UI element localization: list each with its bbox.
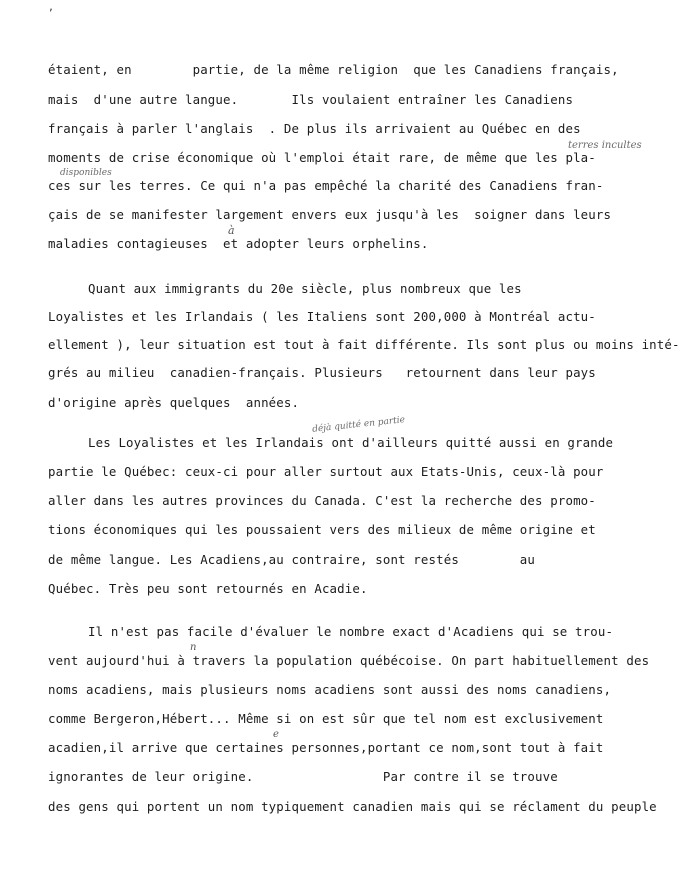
handwritten-note-left: disponibles <box>60 168 112 178</box>
handwritten-note-margin: terres incultes <box>568 140 642 151</box>
text-line: ces sur les terres. Ce qui n'a pas empêché la charité des Canadiens fran- <box>48 178 604 193</box>
text-line: moments de crise économique où l'emploi était rare, de même que les pla- <box>48 150 596 165</box>
text-line: Loyalistes et les Irlandais ( les Italiens sont 200,000 à Montréal actu- <box>48 309 596 324</box>
text-line: acadien,il arrive que certaines personnes,portant ce nom,sont tout à fait <box>48 740 604 755</box>
text-line: noms acadiens, mais plusieurs noms acadiens sont aussi des noms canadiens, <box>48 682 612 697</box>
text-line: mais d'une autre langue. Ils voulaient entraîner les Canadiens <box>48 92 574 107</box>
text-line: comme Bergeron,Hébert... Même si on est sûr que tel nom est exclusivement <box>48 711 604 726</box>
handwritten-insert-a: à <box>228 224 235 237</box>
text-line: Quant aux immigrants du 20e siècle, plus nombreux que les <box>88 281 522 296</box>
text-line: tions économiques qui les poussaient vers des milieux de même origine et <box>48 522 596 537</box>
text-line: ignorantes de leur origine. Par contre il se trouve <box>48 769 558 784</box>
text-line: maladies contagieuses et adopter leurs orphelins. <box>48 236 429 251</box>
corner-mark: , <box>48 2 55 13</box>
text-line: d'origine après quelques années. <box>48 395 300 410</box>
text-line: Il n'est pas facile d'évaluer le nombre exact d'Acadiens qui se trou- <box>88 624 614 639</box>
handwritten-insert-e: e <box>273 729 279 740</box>
text-line: aller dans les autres provinces du Canada. C'est la recherche des promo- <box>48 493 596 508</box>
text-line: grés au milieu canadien-français. Plusieurs retournent dans leur pays <box>48 365 596 380</box>
text-line: çais de se manifester largement envers eux jusqu'à les soigner dans leurs <box>48 207 612 222</box>
text-line: vent aujourd'hui à travers la population québécoise. On part habituellement des <box>48 653 650 668</box>
text-line: ellement ), leur situation est tout à fait différente. Ils sont plus ou moins inté- <box>48 337 680 352</box>
text-line: Québec. Très peu sont retournés en Acadie. <box>48 581 368 596</box>
handwritten-note-above: déjà quitté en partie <box>311 415 406 435</box>
text-line: partie le Québec: ceux-ci pour aller surtout aux Etats-Unis, ceux-là pour <box>48 464 604 479</box>
text-line: de même langue. Les Acadiens,au contraire, sont restés au <box>48 552 536 567</box>
text-line: français à parler l'anglais . De plus ils arrivaient au Québec en des <box>48 121 581 136</box>
text-line: étaient, en partie, de la même religion que les Canadiens français, <box>48 62 619 77</box>
handwritten-insert-n: n <box>190 642 197 653</box>
text-line: des gens qui portent un nom typiquement canadien mais qui se réclament du peuple <box>48 799 657 814</box>
text-line: Les Loyalistes et les Irlandais ont d'ailleurs quitté aussi en grande <box>88 435 614 450</box>
